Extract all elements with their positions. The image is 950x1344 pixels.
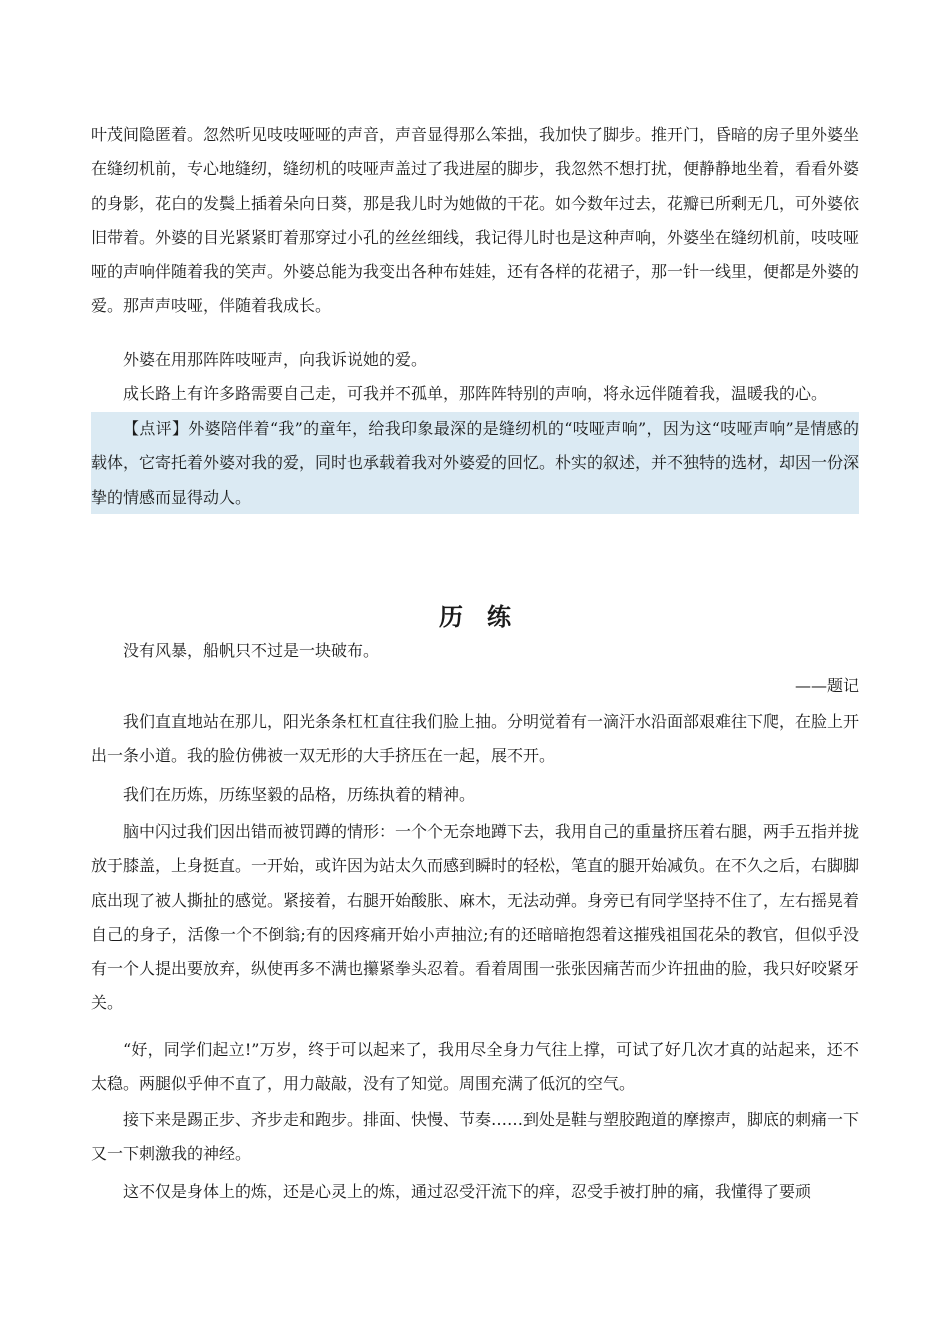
comment-paragraph: 【点评】外婆陪伴着“我”的童年，给我印象最深的是缝纫机的“吱哑声响”，因为这“吱哑声响”是情感的载体，它寄托着外婆对我的爱，同时也承载着我对外婆爱的回忆。朴实的叙述，并不独特的选材，却因一份深挚的情感而显得动人。 bbox=[91, 419, 860, 507]
epigraph: 没有风暴，船帆只不过是一块破布。 bbox=[123, 641, 380, 660]
essay-paragraph: 这不仅是身体上的炼，还是心灵上的炼，通过忍受汗流下的痒，忍受手被打肿的痛，我懂得了要顽 bbox=[123, 1182, 812, 1201]
previous-essay-paragraph-3: 成长路上有许多路需要自己走，可我并不孤单，那阵阵特别的声响，将永远伴随着我，温暖我的心。 bbox=[123, 384, 828, 403]
previous-essay-paragraph: 叶茂间隐匿着。忽然听见吱吱哑哑的声音，声音显得那么笨拙，我加快了脚步。推开门，昏暗的房子里外婆坐在缝纫机前，专心地缝纫，缝纫机的吱哑声盖过了我进屋的脚步，我忽然不想打扰，便静静地坐着，看看外婆的身影，花白的发鬓上插着朵向日葵，那是我儿时为她做的干花。如今数年过去，花瓣已所剩无几，可外婆依旧带着。外婆的目光紧紧盯着那穿过小孔的丝丝细线，我记得儿时也是这种声响，外婆坐在缝纫机前，吱吱哑哑的声响伴随着我的笑声。外婆总能为我变出各种布娃娃，还有各样的花裙子，那一针一线里，便都是外婆的爱。那声声吱哑，伴随着我成长。 bbox=[91, 125, 860, 316]
previous-essay-paragraph-2: 外婆在用那阵阵吱哑声，向我诉说她的爱。 bbox=[123, 350, 428, 369]
essay-paragraph: 我们在历炼，历练坚毅的品格，历练执着的精神。 bbox=[123, 785, 476, 804]
essay-paragraph: 我们直直地站在那儿，阳光条条杠杠直往我们脸上抽。分明觉着有一滴汗水沿面部艰难往下爬，在脸上开出一条小道。我的脸仿佛被一双无形的大手挤压在一起，展不开。 bbox=[91, 712, 860, 766]
essay-title: 历练 bbox=[439, 602, 535, 632]
essay-paragraph: 脑中闪过我们因出错而被罚蹲的情形：一个个无奈地蹲下去，我用自己的重量挤压着右腿，两手五指并拢放于膝盖，上身挺直。一开始，或许因为站太久而感到瞬时的轻松，笔直的腿开始减负。在不久之后，右脚脚底出现了被人撕扯的感觉。紧接着，右腿开始酸胀、麻木，无法动弹。身旁已有同学坚持不住了，左右摇晃着自己的身子，活像一个不倒翁;有的因疼痛开始小声抽泣;有的还暗暗抱怨着这摧残祖国花朵的教官，但似乎没有一个人提出要放弃，纵使再多不满也攥紧拳头忍着。看着周围一张张因痛苦而少许扭曲的脸，我只好咬紧牙关。 bbox=[91, 822, 860, 1013]
essay-paragraph: “好，同学们起立!”万岁，终于可以起来了，我用尽全身力气往上撑，可试了好几次才真的站起来，还不太稳。两腿似乎伸不直了，用力敲敲，没有了知觉。周围充满了低沉的空气。 bbox=[91, 1040, 859, 1094]
epigraph-signature: ——题记 bbox=[794, 676, 859, 695]
essay-paragraph: 接下来是踢正步、齐步走和跑步。排面、快慢、节奏……到处是鞋与塑胶跑道的摩擦声，脚底的刺痛一下又一下刺激我的神经。 bbox=[91, 1110, 860, 1164]
